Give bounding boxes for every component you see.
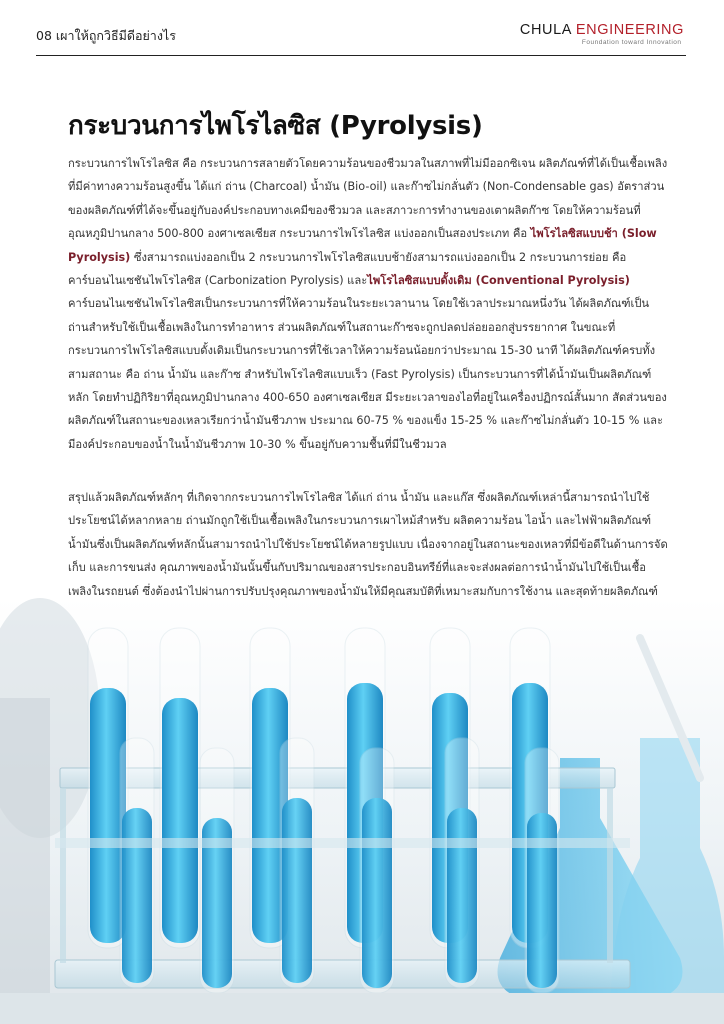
paragraph-pyrolysis-intro <box>68 152 668 456</box>
highlight-slow-pyrolysis: ไพโรไลซิสแบบช้า (Slow Pyrolysis) <box>68 227 657 264</box>
page-header <box>0 0 724 60</box>
logo-tagline: Foundation toward Innovation <box>581 39 682 46</box>
chula-engineering-logo <box>520 22 684 46</box>
logo-main: ENGINEERING <box>575 22 684 38</box>
highlight-conventional-pyrolysis: ไพโรไลซิสแบบดั้งเดิม (Conventional Pyrolysis) <box>367 274 630 288</box>
page-label: 08 เผาให้ถูกวิธีมีดีอย่างไร <box>36 28 176 43</box>
header-divider <box>36 55 686 56</box>
logo-wordmark <box>520 22 684 38</box>
test-tubes-photo <box>0 598 724 1024</box>
paragraph-text: คาร์บอนไนเซชันไพโรไลซิสเป็นกระบวนการที่ให้ความร้อนในระยะเวลานาน โดยใช้เวลาประมาณหนึ่งวัน ได้ผลิตภัณฑ์เป็นถ่านสำหรับใช้เป็นเชื้อเพลิงในการทำอาหาร ส่วนผลิตภัณฑ์ในสถานะก๊าซจะถูกปลดปล่อยออกสู่บรรยากาศ ในขณะที่กระบวนการไพโรไลซิสแบบดั้งเดิมเป็นกระบวนการที่ใช้เวลาให้ความร้อนน้อยกว่าประมาณ 15-30 นาที ได้ผลิตภัณฑ์ครบทั้งสามสถานะ คือ ถ่าน น้ำมัน และก๊าซ สำหรับไพโรไลซิสแบบเร็ว (Fast Pyrolysis) เป็นกระบวนการที่ได้น้ำมันเป็นผลิตภัณฑ์หลัก โดยทำปฏิกิริยาที่อุณหภูมิปานกลาง 400-650 องศาเซลเซียส มีระยะเวลาของไอที่อยู่ในเครื่องปฏิกรณ์สั้นมาก สัดส่วนของผลิตภัณฑ์ในสถานะของเหลวเรียกว่าน้ำมันชีวภาพ ประมาณ 60-75 % ของแข็ง 15-25 % และก๊าซไม่กลั่นตัว 10-15 % และมีองค์ประกอบของน้ำในน้ำมันชีวภาพ 10-30 % ขึ้นอยู่กับความชื้นที่มีในชีวมวล <box>68 297 667 451</box>
test-tubes-illustration <box>0 598 724 1024</box>
paragraph-text: ซึ่งสามารถแบ่งออกเป็น 2 กระบวนการไพโรไลซิสแบบช้ายังสามารถแบ่งออกเป็น 2 กระบวนการย่อย คือ คาร์บอนไนเซชันไพโรไลซิส (Carbonization Pyrolysis) และ <box>68 250 627 288</box>
logo-prefix: CHULA <box>519 22 576 38</box>
page-title: กระบวนการไพโรไลซิส (Pyrolysis) <box>68 111 483 141</box>
paragraph-text: กระบวนการไพโรไลซิส คือ กระบวนการสลายตัวโดยความร้อนของชีวมวลในสภาพที่ไม่มีออกซิเจน ผลิตภัณฑ์ที่ได้เป็นเชื้อเพลิงที่มีค่าทางความร้อนสูงขึ้น ได้แก่ ถ่าน (Charcoal) น้ำมัน (Bio-oil) และก๊าซไม่กลั่นตัว (Non-Condensable gas) อัตราส่วนของผลิตภัณฑ์ที่ได้จะขึ้นอยู่กับองค์ประกอบทางเคมีของชีวมวล และสภาวะการทำงานของเตาผลิตก๊าซ โดยให้ความร้อนที่อุณหภูมิปานกลาง 500-800 องศาเซลเซียส กระบวนการไพโรไลซิส แบ่งออกเป็นสองประเภท คือ <box>68 157 668 241</box>
paragraph-text: สรุปแล้วผลิตภัณฑ์หลักๆ ที่เกิดจากกระบวนการไพโรไลซิส ได้แก่ ถ่าน น้ำมัน และแก๊ส ซึ่งผลิตภัณฑ์เหล่านี้สามารถนำไปใช้ประโยชน์ได้หลากหลาย ถ่านมักถูกใช้เป็นเชื้อเพลิงในกระบวนการเผาไหม้สำหรับ ผลิตความร้อน ไอน้ำ และไฟฟ้าผลิตภัณฑ์น้ำมันซึ่งเป็นผลิตภัณฑ์หลักนั้นสามารถนำไปใช้ประโยชน์ได้หลายรูปแบบ เนื่องจากอยู่ในสถานะของเหลวที่มีข้อดีในด้านการจัดเก็บ และการขนส่ง คุณภาพของน้ำมันนั้นขึ้นกับปริมาณของสารประกอบอินทรีย์ที่และจะส่งผลต่อการนำน้ำมันไปใช้เป็นเชื้อเพลิงในรถยนต์ ซึ่งต้องนำไปผ่านการปรับปรุงคุณภาพของน้ำมันให้มีคุณสมบัติที่เหมาะสมกับการใช้งาน และสุดท้ายผลิตภัณฑ์ <box>68 491 668 598</box>
